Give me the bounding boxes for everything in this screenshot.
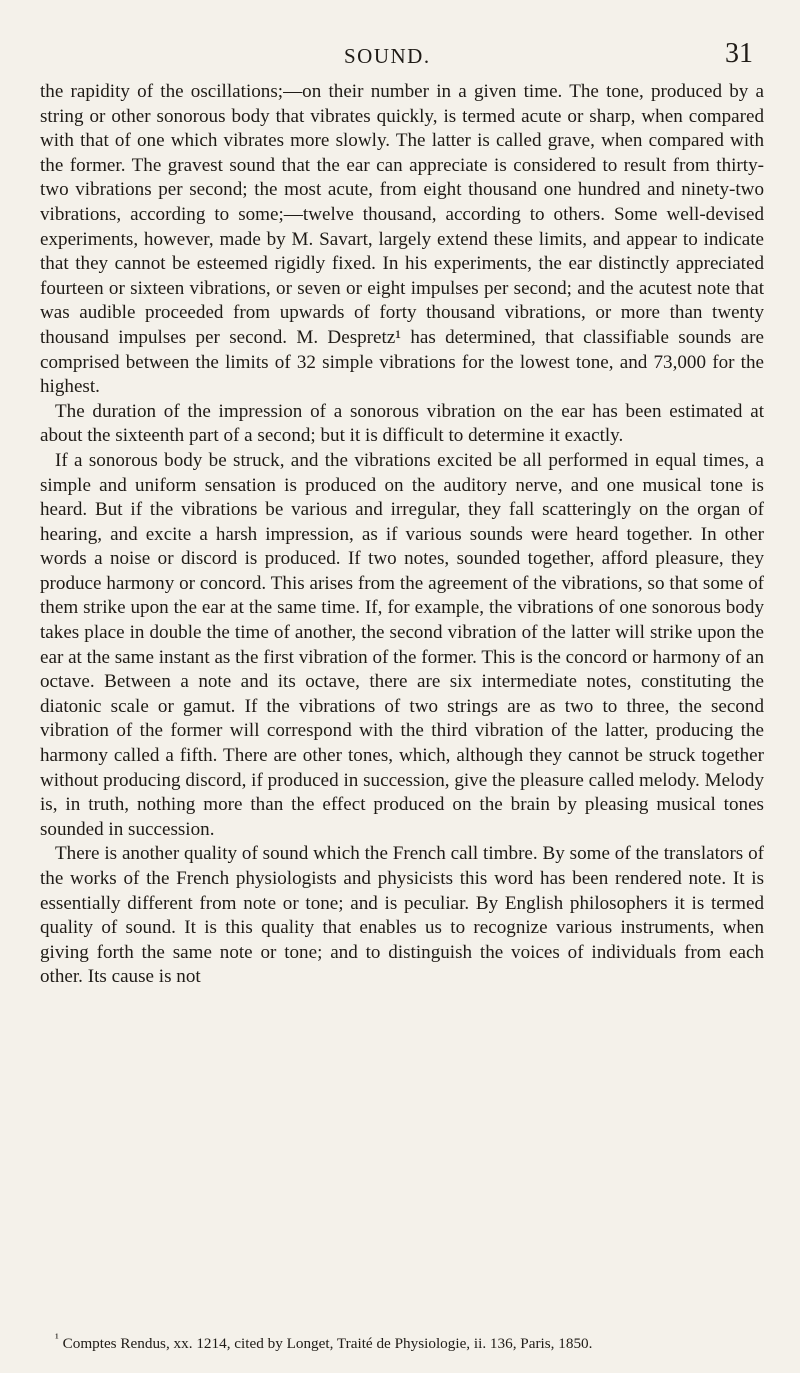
paragraph: There is another quality of sound which the French call timbre. By some of the translators of the works of the French physiologists and physicists this word has been rendered note. It is essentially different from note or tone; and is peculiar. By English philosophers it is termed quality of sound. It is this quality that enables us to recognize various instruments, when giving forth the same note or tone; and to distinguish the voices of individuals from each other. Its cause is not (40, 843, 764, 988)
body-text (40, 80, 764, 990)
running-head: SOUND. (344, 44, 431, 68)
paragraph: the rapidity of the oscillations;—on their number in a given time. The tone, produced by a string or other sonorous body that vibrates quickly, is termed acute or sharp, when compared with that of one which vibrates more slowly. The latter is called grave, when compared with the former. The gravest sound that the ear can appreciate is considered to result from thirty-two vibrations per second; the most acute, from eight thousand one hundred and ninety-two vibrations, according to some;—twelve thousand, according to others. Some well-devised experiments, however, made by M. Savart, largely extend these limits, and appear to indicate that they cannot be esteemed rigidly fixed. In his experiments, the ear distinctly appreciated fourteen or sixteen vibrations, or seven or eight impulses per second; and the acutest note that was audible proceeded from upwards of forty thousand vibrations, or more than twenty thousand impulses per second. M. Despretz¹ has determined, that classifiable sounds are comprised between the limits of 32 simple vibrations for the lowest tone, and 73,000 for the highest. (40, 81, 764, 398)
page-header (0, 38, 800, 74)
footnote (40, 1329, 764, 1353)
paragraph: If a sonorous body be struck, and the vibrations excited be all performed in equal times, a simple and uniform sensation is produced on the auditory nerve, and one musical tone is heard. But if the vibrations be various and irregular, they fall scatteringly on the organ of hearing, and excite a harsh impression, as if various sounds were heard together. In other words a noise or discord is produced. If two notes, sounded together, afford pleasure, they produce harmony or concord. This arises from the agreement of the vibrations, so that some of them strike upon the ear at the same time. If, for example, the vibrations of one sonorous body takes place in double the time of another, the second vibration of the latter will strike upon the ear at the same instant as the first vibration of the former. This is the concord or harmony of an octave. Between a note and its octave, there are six intermediate notes, constituting the diatonic scale or gamut. If the vibrations of two strings are as two to three, the second vibration of the former will correspond with the third vibration of the latter, producing the harmony called a fifth. There are other tones, which, although they cannot be struck together without producing discord, if produced in succession, give the pleasure called melody. Melody is, in truth, nothing more than the effect produced on the brain by pleasing musical tones sounded in succession. (40, 449, 764, 840)
footnote-text: Comptes Rendus, xx. 1214, cited by Longet, Traité de Physiologie, ii. 136, Paris, 1850. (62, 1335, 593, 1353)
page-number: 31 (725, 38, 753, 69)
footnote-marker: ¹ (55, 1331, 59, 1345)
paragraph: The duration of the impression of a sonorous vibration on the ear has been estimated at about the sixteenth part of a second; but it is difficult to determine it exactly. (40, 400, 764, 447)
